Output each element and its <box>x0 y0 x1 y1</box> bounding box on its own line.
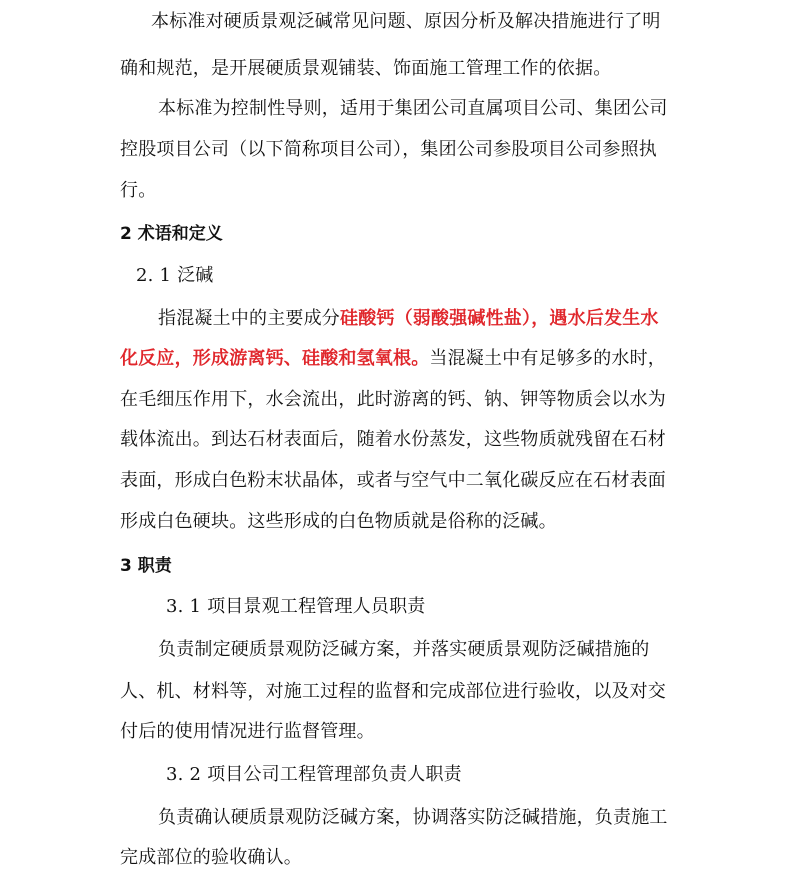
definition-line-5: 表面，形成白色粉末状晶体，或者与空气中二氧化碳反应在石材表面 <box>120 470 666 491</box>
section-3-2-line-2: 完成部位的验收确认。 <box>120 847 302 868</box>
intro-paragraph-2-line-3: 行。 <box>120 180 157 201</box>
definition-line-3: 在毛细压作用下，水会流出，此时游离的钙、钠、钾等物质会以水为 <box>120 389 666 410</box>
section-3-1-line-2: 人、机、材料等，对施工过程的监督和完成部位进行验收，以及对交 <box>120 681 666 702</box>
intro-paragraph-1-line-1: 本标准对硬质景观泛碱常见问题、原因分析及解决措施进行了明 <box>151 11 661 32</box>
section-3-1-title: 3. 1 项目景观工程管理人员职责 <box>166 596 426 617</box>
intro-paragraph-2-line-1: 本标准为控制性导则，适用于集团公司直属项目公司、集团公司 <box>158 98 668 119</box>
section-3-heading: 3 职责 <box>120 556 172 576</box>
intro-paragraph-2-line-2: 控股项目公司（以下简称项目公司），集团公司参股项目公司参照执 <box>120 139 657 160</box>
definition-line-1 <box>158 307 659 331</box>
section-2-heading: 2 术语和定义 <box>120 224 223 244</box>
definition-line-4: 载体流出。到达石材表面后，随着水份蒸发，这些物质就残留在石材 <box>120 429 666 450</box>
section-3-1-line-1: 负责制定硬质景观防泛碱方案，并落实硬质景观防泛碱措施的 <box>158 639 650 660</box>
definition-highlight-1: 硅酸钙（弱酸强碱性盐），遇水后发生水 <box>340 308 659 329</box>
definition-prefix: 指混凝土中的主要成分 <box>158 308 340 329</box>
definition-line-6: 形成白色硬块。这些形成的白色物质就是俗称的泛碱。 <box>120 511 557 532</box>
section-3-2-title: 3. 2 项目公司工程管理部负责人职责 <box>166 764 462 785</box>
intro-paragraph-1-line-2: 确和规范，是开展硬质景观铺装、饰面施工管理工作的依据。 <box>120 58 612 79</box>
section-2-1-title: 2. 1 泛碱 <box>136 265 214 286</box>
section-3-1-line-3: 付后的使用情况进行监督管理。 <box>120 721 375 742</box>
definition-continuation: 当混凝土中有足够多的水时， <box>429 348 667 369</box>
section-3-2-line-1: 负责确认硬质景观防泛碱方案，协调落实防泛碱措施，负责施工 <box>158 807 668 828</box>
definition-line-2 <box>120 347 666 371</box>
definition-highlight-2: 化反应，形成游离钙、硅酸和氢氧根。 <box>120 348 430 369</box>
